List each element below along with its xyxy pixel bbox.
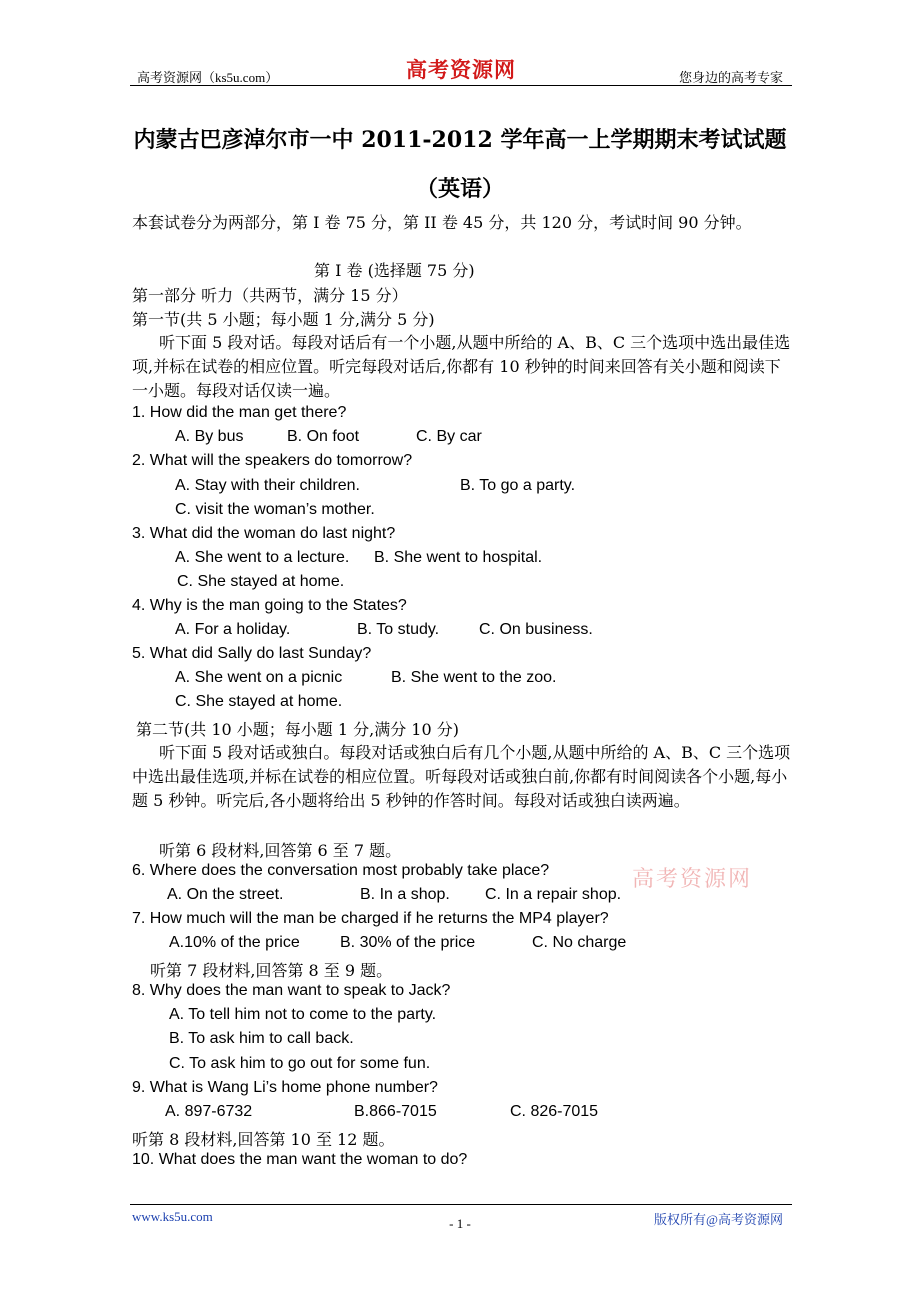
footer-rule	[130, 1204, 792, 1205]
header-logo: 高考资源网	[406, 57, 516, 82]
page-number: - 1 -	[449, 1216, 471, 1231]
header-slogan: 您身边的高考专家	[678, 70, 783, 85]
q6-option-a: A. On the street.	[167, 886, 284, 903]
q3-option-a: A. She went to a lecture.	[175, 549, 350, 566]
q7-option-b: B. 30% of the price	[340, 934, 476, 951]
q2-option-b: B. To go a party.	[460, 477, 576, 494]
q1-option-b: B. On foot	[287, 428, 360, 445]
material-8-note: 听第 8 段材料,回答第 10 至 12 题。	[132, 1130, 395, 1149]
section-2-heading: 第二节(共 10 小题；每小题 1 分,满分 10 分)	[136, 720, 459, 739]
q2-option-c: C. visit the woman’s mother.	[175, 501, 375, 518]
q4-option-c: C. On business.	[479, 621, 593, 638]
section-1-heading: 第一节(共 5 小题；每小题 1 分,满分 5 分)	[132, 310, 435, 329]
q2-option-a: A. Stay with their children.	[175, 477, 360, 494]
q3-option-b: B. She went to hospital.	[374, 549, 543, 566]
q9-option-b: B.866-7015	[354, 1103, 437, 1120]
section-2-instructions: 听下面 5 段对话或独白。每段对话或独白后有几个小题,从题中所给的 A、B、C 三个选项中选出最佳选项,并标在试卷的相应位置。听每段对话或独白前,你都有时间阅读各个小题,每小题 5 秒钟。听完后,各小题将给出 5 秒钟的作答时间。每段对话或独白读两遍。	[132, 743, 791, 810]
q5-option-b: B. She went to the zoo.	[391, 669, 557, 686]
question-8: 8. Why does the man want to speak to Jack?	[132, 982, 451, 999]
question-3: 3. What did the woman do last night?	[132, 525, 396, 542]
q7-option-c: C. No charge	[532, 934, 627, 951]
page-subtitle: （英语）	[415, 176, 504, 202]
q1-option-c: C. By car	[416, 428, 482, 445]
q4-option-a: A. For a holiday.	[175, 621, 291, 638]
q5-option-c: C. She stayed at home.	[175, 693, 343, 710]
q1-option-a: A. By bus	[175, 428, 244, 445]
q7-option-a: A.10% of the price	[169, 934, 300, 951]
q4-option-b: B. To study.	[357, 621, 440, 638]
footer-site-link[interactable]: www.ks5u.com	[132, 1209, 213, 1224]
volume-heading: 第 I 卷 (选择题 75 分)	[314, 261, 475, 280]
header-site-name: 高考资源网（ks5u.com）	[137, 70, 279, 85]
q5-option-a: A. She went on a picnic	[175, 669, 343, 686]
q6-option-b: B. In a shop.	[360, 886, 450, 903]
material-6-note: 听第 6 段材料,回答第 6 至 7 题。	[159, 841, 402, 860]
question-7: 7. How much will the man be charged if he returns the MP4 player?	[132, 910, 609, 927]
question-6: 6. Where does the conversation most probably take place?	[132, 862, 550, 879]
section-1-instructions: 听下面 5 段对话。每段对话后有一个小题,从题中所给的 A、B、C 三个选项中选出最佳选项,并标在试卷的相应位置。听完每段对话后,你都有 10 秒钟的时间来回答有关小题和阅读下一小题。每段对话仅读一遍。	[132, 333, 791, 400]
header-rule	[130, 85, 792, 86]
question-2: 2. What will the speakers do tomorrow?	[132, 452, 413, 469]
q9-option-a: A. 897-6732	[165, 1103, 253, 1120]
q8-option-b: B. To ask him to call back.	[169, 1030, 354, 1047]
page-title: 内蒙古巴彦淖尔市一中 2011-2012 学年高一上学期期末考试试题	[133, 127, 787, 153]
q3-option-c: C. She stayed at home.	[177, 573, 345, 590]
question-4: 4. Why is the man going to the States?	[132, 597, 407, 614]
question-10: 10. What does the man want the woman to do?	[132, 1151, 468, 1168]
q8-option-c: C. To ask him to go out for some fun.	[169, 1055, 431, 1072]
question-5: 5. What did Sally do last Sunday?	[132, 645, 372, 662]
q9-option-c: C. 826-7015	[510, 1103, 599, 1120]
q8-option-a: A. To tell him not to come to the party.	[169, 1006, 437, 1023]
footer-copyright: 版权所有@高考资源网	[654, 1212, 783, 1227]
q6-option-c: C. In a repair shop.	[485, 886, 622, 903]
question-9: 9. What is Wang Li’s home phone number?	[132, 1079, 438, 1096]
question-1: 1. How did the man get there?	[132, 404, 347, 421]
part-heading: 第一部分 听力（共两节，满分 15 分）	[132, 286, 408, 305]
exam-intro: 本套试卷分为两部分，第 I 卷 75 分，第 II 卷 45 分，共 120 分，考试时间 90 分钟。	[132, 213, 752, 232]
material-7-note: 听第 7 段材料,回答第 8 至 9 题。	[150, 961, 393, 980]
watermark-logo: 高考资源网	[632, 867, 753, 892]
